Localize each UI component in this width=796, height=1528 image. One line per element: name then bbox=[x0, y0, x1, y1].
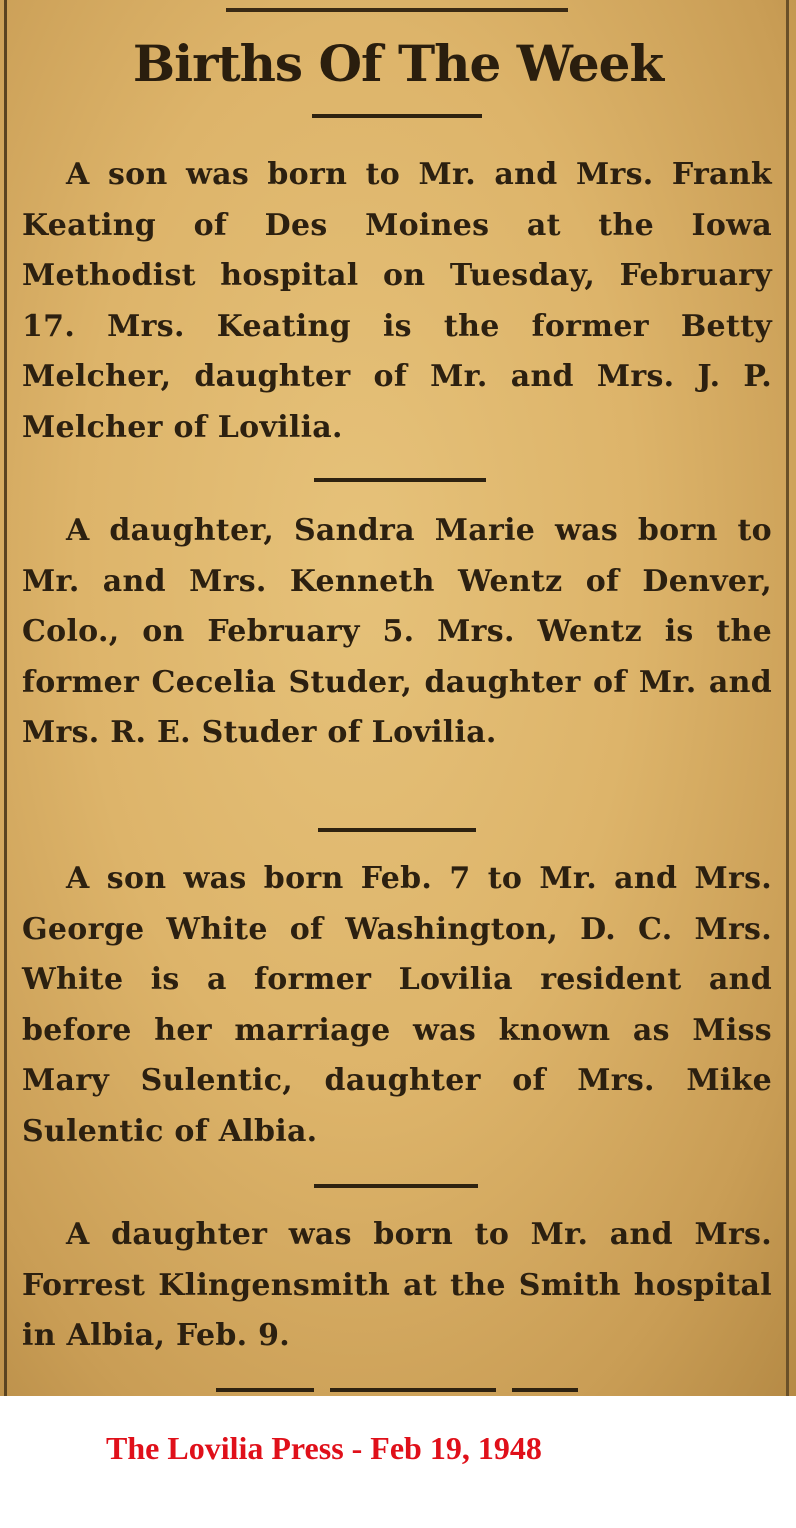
birth-notice-wentz: A daughter, Sandra Marie was born to Mr. and Mrs. Kenneth Wentz of Denver, Colo., on February 5. Mrs. Wentz is the former Cecelia Studer, daughter of Mr. and Mrs. R. E. Studer of Lovilia. bbox=[22, 513, 772, 750]
column-rule-left bbox=[4, 0, 7, 1396]
section-divider bbox=[314, 478, 486, 482]
bottom-rule bbox=[216, 1388, 314, 1392]
top-rule bbox=[226, 8, 568, 12]
bottom-rule bbox=[330, 1388, 496, 1392]
birth-notice-keating: A son was born to Mr. and Mrs. Frank Keating of Des Moines at the Iowa Methodist hospital on Tuesday, February 17. Mrs. Keating is the former Betty Melcher, daughter of Mr. and Mrs. J. P. Melcher of Lovilia. bbox=[22, 157, 772, 445]
bottom-rule bbox=[512, 1388, 578, 1392]
headline-divider bbox=[312, 114, 482, 118]
source-caption: The Lovilia Press - Feb 19, 1948 bbox=[106, 1430, 542, 1466]
headline: Births Of The Week bbox=[132, 34, 664, 93]
birth-notice-klingensmith: A daughter was born to Mr. and Mrs. Forrest Klingensmith at the Smith hospital in Albia, Feb. 9. bbox=[22, 1217, 772, 1353]
section-divider bbox=[314, 1184, 478, 1188]
section-divider bbox=[318, 828, 476, 832]
birth-notice-white: A son was born Feb. 7 to Mr. and Mrs. George White of Washington, D. C. Mrs. White is a former Lovilia resident and before her marriage was known as Miss Mary Sulentic, daughter of Mrs. Mike Sulentic of Albia. bbox=[22, 861, 772, 1149]
column-rule-right bbox=[786, 0, 789, 1396]
